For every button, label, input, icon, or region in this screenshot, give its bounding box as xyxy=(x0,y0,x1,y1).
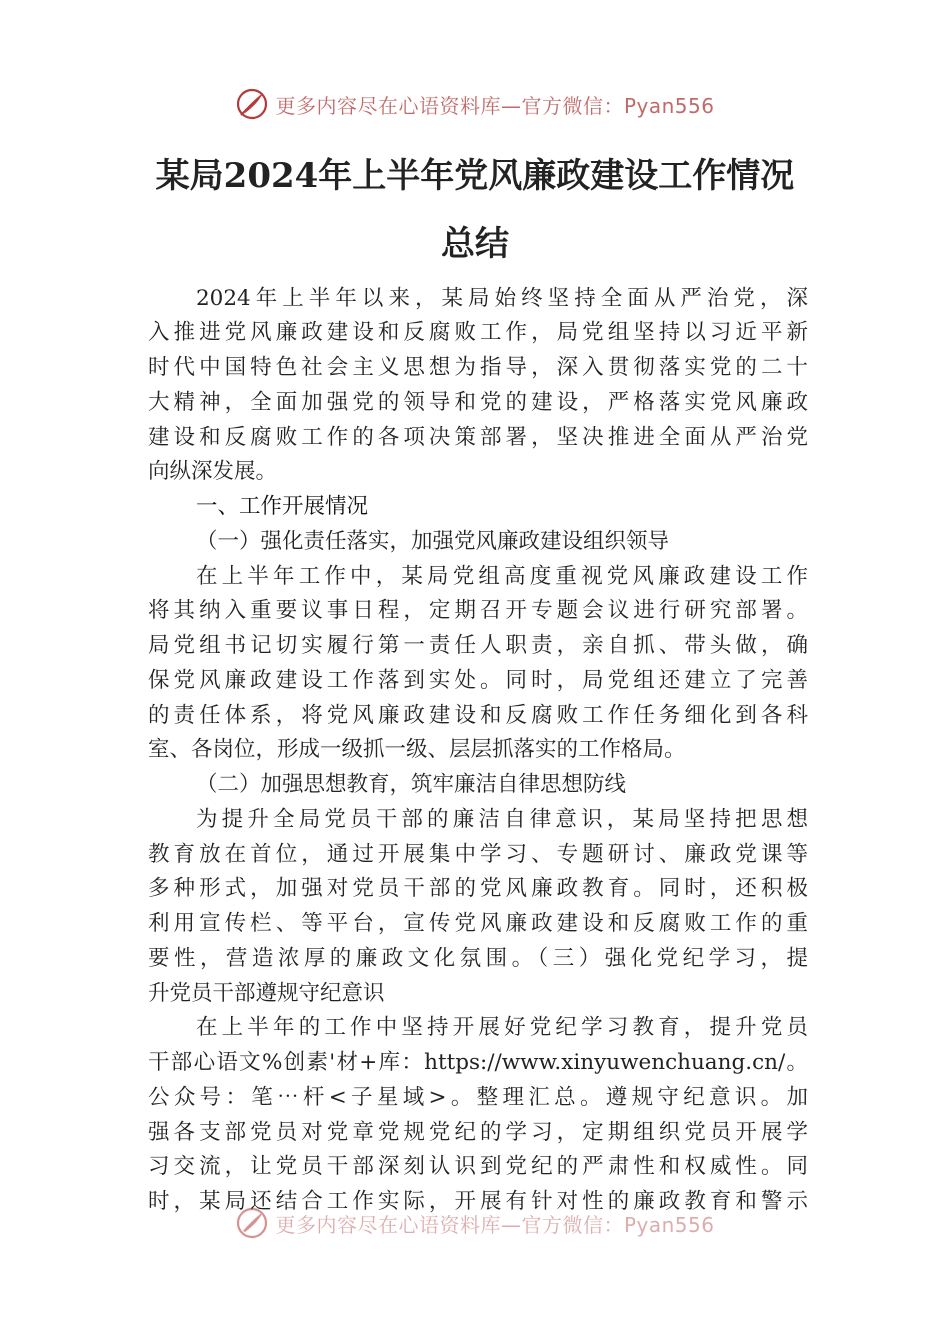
paragraph-line: 公众号：笔⋯杆<子星域>。整理汇总。遵规守纪意识。加 xyxy=(148,1085,808,1110)
paragraph-line: 局党组书记切实履行第一责任人职责，亲自抓、带头做，确 xyxy=(148,633,808,658)
paragraph-line: 习交流，让党员干部深刻认识到党纪的严肃性和权威性。同 xyxy=(148,1154,808,1179)
subsection-heading: （一）强化责任落实，加强党风廉政建设组织领导 xyxy=(196,529,670,554)
paragraph-line: 多种形式，加强对党员干部的党风廉政教育。同时，还积极 xyxy=(148,876,808,901)
paragraph-line: 建设和反腐败工作的各项决策部署，坚决推进全面从严治党 xyxy=(148,425,808,450)
paragraph-line: 要性，营造浓厚的廉政文化氛围。（三）强化党纪学习，提 xyxy=(148,946,808,971)
paragraph-line: 2024年上半年以来，某局始终坚持全面从严治党，深 xyxy=(196,286,808,311)
paragraph-line: 室、各岗位，形成一级抓一级、层层抓落实的工作格局。 xyxy=(148,737,686,762)
document-title-line-2: 总结 xyxy=(441,224,509,264)
feather-logo-icon xyxy=(235,87,269,121)
feather-logo-icon xyxy=(235,1206,269,1240)
paragraph-line: 在上半年的工作中坚持开展好党纪学习教育，提升党员 xyxy=(196,1015,808,1040)
paragraph-line: 将其纳入重要议事日程，定期召开专题会议进行研究部署。 xyxy=(148,598,808,623)
paragraph-line: 升党员干部遵规守纪意识 xyxy=(148,981,385,1006)
subsection-heading: （二）加强思想教育，筑牢廉洁自律思想防线 xyxy=(196,772,627,797)
watermark-text: 更多内容尽在心语资料库—官方微信：Pyan556 xyxy=(275,93,715,118)
paragraph-line: 保党风廉政建设工作落到实处。同时，局党组还建立了完善 xyxy=(148,668,808,693)
document-title-line-1: 某局2024年上半年党风廉政建设工作情况 xyxy=(155,156,795,196)
paragraph-line: 的责任体系，将党风廉政建设和反腐败工作任务细化到各科 xyxy=(148,703,808,728)
paragraph-line: 强各支部党员对党章党规党纪的学习，定期组织党员开展学 xyxy=(148,1120,808,1145)
paragraph-line: 干部心语文%创素'材+库：https://www.xinyuwenchuang.cn/。 xyxy=(148,1050,808,1075)
paragraph-line: 向纵深发展。 xyxy=(148,459,278,484)
paragraph-line: 教育放在首位，通过开展集中学习、专题研讨、廉政党课等 xyxy=(148,842,808,867)
watermark-top xyxy=(0,84,950,124)
paragraph-line: 大精神，全面加强党的领导和党的建设，严格落实党风廉政 xyxy=(148,390,808,415)
paragraph-line: 在上半年工作中，某局党组高度重视党风廉政建设工作 xyxy=(196,564,808,589)
paragraph-line: 利用宣传栏、等平台，宣传党风廉政建设和反腐败工作的重 xyxy=(148,911,808,936)
watermark-bottom xyxy=(0,1203,950,1243)
watermark-text: 更多内容尽在心语资料库—官方微信：Pyan556 xyxy=(275,1212,715,1237)
paragraph-line: 入推进党风廉政建设和反腐败工作，局党组坚持以习近平新 xyxy=(148,320,808,345)
section-heading: 一、工作开展情况 xyxy=(196,494,369,519)
paragraph-line: 时，某局还结合工作实际，开展有针对性的廉政教育和警示 xyxy=(148,1189,808,1214)
paragraph-line: 时代中国特色社会主义思想为指导，深入贯彻落实党的二十 xyxy=(148,355,808,380)
paragraph-line: 为提升全局党员干部的廉洁自律意识，某局坚持把思想 xyxy=(196,807,808,832)
